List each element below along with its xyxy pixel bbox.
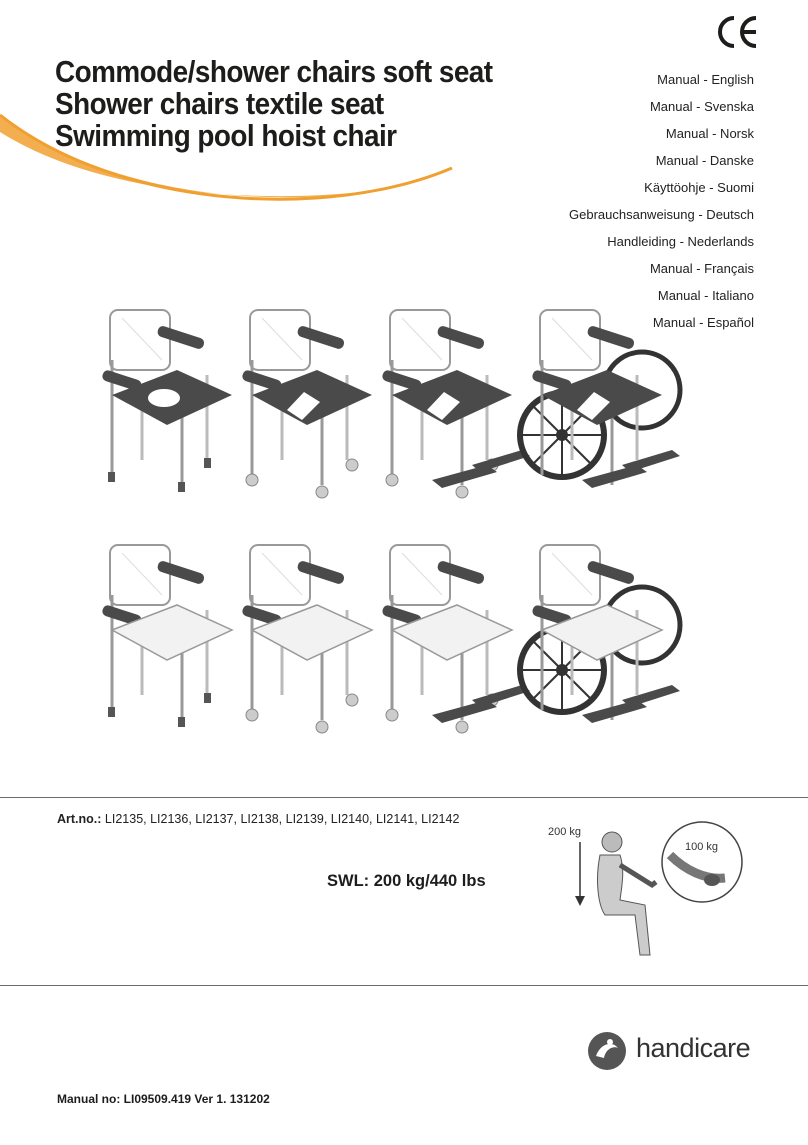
- article-number-list: LI2135, LI2136, LI2137, LI2138, LI2139, LI2140, LI2141, LI2142: [101, 812, 460, 826]
- brand-name: handicare: [636, 1033, 751, 1063]
- ce-mark: [714, 12, 762, 52]
- language-espanol: Manual - Español: [652, 315, 754, 330]
- article-numbers: [57, 812, 459, 826]
- language-list: [494, 66, 754, 336]
- chair-illustrations: [92, 300, 732, 770]
- person-load-label: 200 kg: [548, 826, 582, 838]
- article-label: Art.no.:: [57, 812, 102, 826]
- language-svenska: Manual - Svenska: [649, 99, 754, 114]
- arm-load-label: 100 kg: [685, 841, 719, 853]
- safe-working-load: SWL: 200 kg/440 lbs: [327, 872, 486, 890]
- language-english: Manual - English: [657, 72, 754, 87]
- language-nederlands: Handleiding - Nederlands: [607, 234, 754, 249]
- divider-top: [0, 797, 808, 798]
- seated-person-icon: [598, 832, 656, 955]
- handicare-logo-icon: [586, 1030, 628, 1072]
- language-francais: Manual - Français: [649, 261, 754, 276]
- divider-bottom: [0, 985, 808, 986]
- language-norsk: Manual - Norsk: [665, 126, 754, 141]
- manual-number: Manual no: LI09509.419 Ver 1. 131202: [57, 1092, 270, 1106]
- language-suomi: Käyttöohje - Suomi: [644, 180, 754, 195]
- weight-load-figure: [540, 810, 760, 970]
- title-line-1: Commode/shower chairs soft seat: [55, 54, 493, 89]
- title-line-3: Swimming pool hoist chair: [55, 118, 397, 153]
- language-deutsch: Gebrauchsanweisung - Deutsch: [569, 207, 754, 222]
- title-line-2: Shower chairs textile seat: [55, 86, 384, 121]
- arm-load-detail-icon: [662, 822, 742, 902]
- language-danske: Manual - Danske: [655, 153, 754, 168]
- language-italiano: Manual - Italiano: [657, 288, 754, 303]
